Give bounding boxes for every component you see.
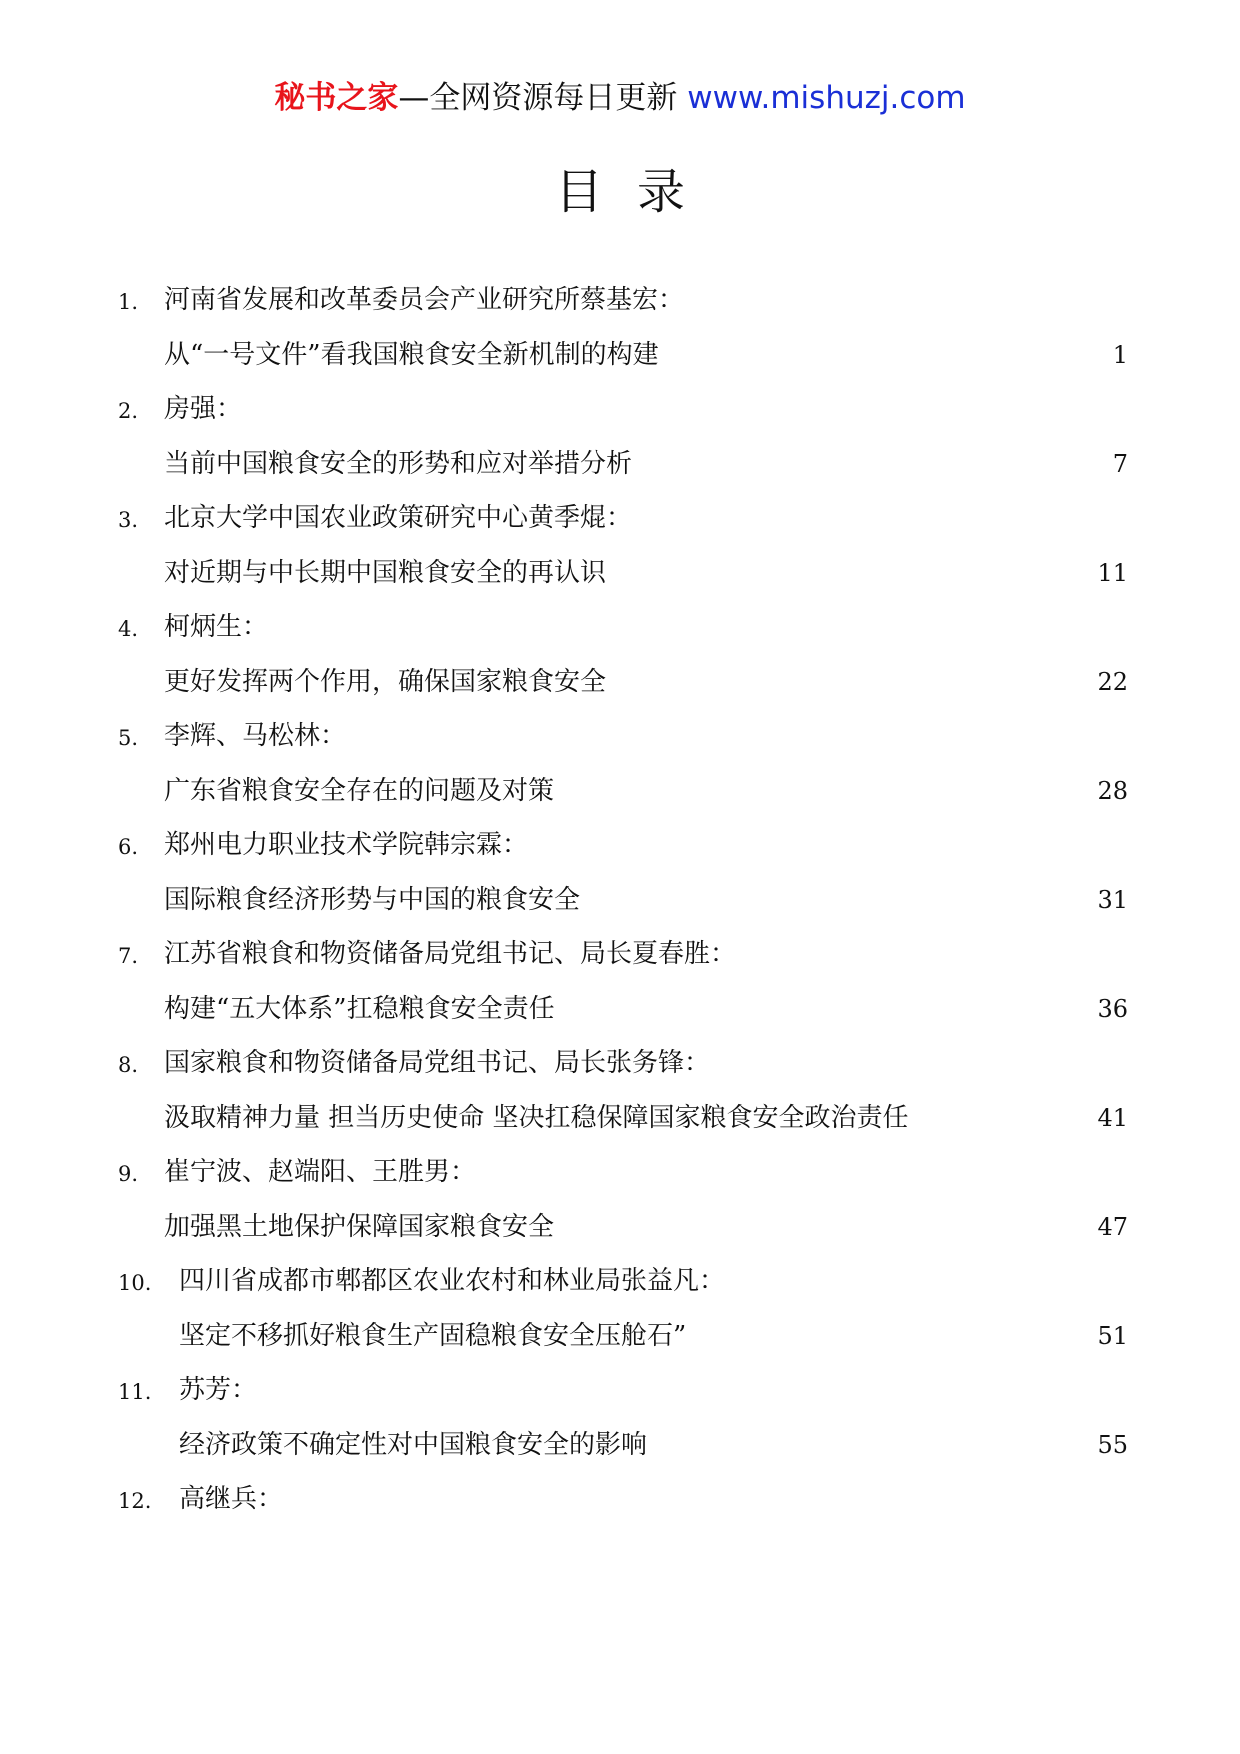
toc-entry-author: 房强： [164, 394, 243, 424]
toc-entry-title: 汲取精神力量 担当历史使命 坚决扛稳保障国家粮食安全政治责任 [164, 1103, 909, 1133]
toc-entry-page: 1 [1112, 341, 1128, 369]
toc-entry-author: 河南省发展和改革委员会产业研究所蔡基宏： [164, 285, 685, 315]
toc-entry-page: 11 [1097, 559, 1128, 587]
toc-entry-number: 5. [118, 726, 139, 750]
toc-entry-page: 22 [1097, 668, 1128, 696]
toc-entry-title: 加强黑土地保护保障国家粮食安全 [164, 1212, 555, 1242]
toc-entry-page: 28 [1097, 777, 1128, 805]
toc-entry-author: 崔宁波、赵端阳、王胜男： [164, 1157, 477, 1187]
toc-entry-page: 7 [1112, 450, 1128, 478]
toc-entry[interactable] [0, 1035, 1240, 1144]
toc-entry-author: 江苏省粮食和物资储备局党组书记、局长夏春胜： [164, 939, 737, 969]
toc-entry[interactable] [0, 272, 1240, 381]
toc-entry-number: 9. [118, 1162, 139, 1186]
toc-entry-page: 47 [1097, 1213, 1128, 1241]
site-brand: 秘书之家 [274, 80, 399, 116]
toc-entry[interactable] [0, 599, 1240, 708]
toc-entry-page: 36 [1097, 995, 1128, 1023]
toc-entry-title: 坚定不移抓好粮食生产固稳粮食安全压舱石” [179, 1321, 687, 1351]
toc-entry-author: 柯炳生： [164, 612, 269, 642]
toc-entry[interactable] [0, 708, 1240, 817]
toc-entry-number: 11. [118, 1380, 152, 1404]
toc-entry-number: 6. [118, 835, 139, 859]
toc-entry-author: 国家粮食和物资储备局党组书记、局长张务锋： [164, 1048, 711, 1078]
toc-entry[interactable] [0, 926, 1240, 1035]
toc-entry-title: 构建“五大体系”扛稳粮食安全责任 [164, 994, 555, 1024]
site-header [0, 78, 1240, 118]
toc-entry-page: 31 [1097, 886, 1128, 914]
toc-entry[interactable] [0, 490, 1240, 599]
table-of-contents [0, 272, 1240, 1580]
toc-entry[interactable] [0, 817, 1240, 926]
toc-entry-page: 51 [1097, 1322, 1128, 1350]
toc-entry-number: 10. [118, 1271, 152, 1295]
toc-entry[interactable] [0, 1144, 1240, 1253]
toc-entry-author: 四川省成都市郫都区农业农村和林业局张益凡： [179, 1266, 726, 1296]
toc-entry-author: 北京大学中国农业政策研究中心黄季焜： [164, 503, 633, 533]
toc-entry-number: 7. [118, 944, 139, 968]
toc-entry-author: 苏芳： [179, 1375, 258, 1405]
site-url-link[interactable]: www.mishuzj.com [687, 80, 966, 116]
toc-entry-page: 55 [1097, 1431, 1128, 1459]
toc-entry-number: 12. [118, 1489, 152, 1513]
toc-entry-title: 国际粮食经济形势与中国的粮食安全 [164, 885, 581, 915]
toc-entry-author: 李辉、马松林： [164, 721, 347, 751]
toc-entry[interactable] [0, 1362, 1240, 1471]
site-slogan: —全网资源每日更新 [398, 80, 678, 116]
toc-entry-title: 从“一号文件”看我国粮食安全新机制的构建 [164, 340, 659, 370]
toc-entry-title: 经济政策不确定性对中国粮食安全的影响 [179, 1430, 648, 1460]
toc-entry-title: 当前中国粮食安全的形势和应对举措分析 [164, 449, 633, 479]
toc-entry-number: 4. [118, 617, 139, 641]
toc-entry-title: 对近期与中长期中国粮食安全的再认识 [164, 558, 607, 588]
toc-entry[interactable] [0, 1471, 1240, 1580]
toc-entry-title: 更好发挥两个作用，确保国家粮食安全 [164, 667, 607, 697]
toc-entry-number: 3. [118, 508, 139, 532]
toc-entry-number: 8. [118, 1053, 139, 1077]
toc-entry-number: 1. [118, 290, 139, 314]
toc-entry-title: 广东省粮食安全存在的问题及对策 [164, 776, 555, 806]
page-title: 目录 [554, 164, 719, 220]
toc-entry-number: 2. [118, 399, 139, 423]
toc-entry-page: 41 [1097, 1104, 1128, 1132]
toc-entry-author: 郑州电力职业技术学院韩宗霖： [164, 830, 529, 860]
toc-entry-author: 高继兵： [179, 1484, 284, 1514]
toc-entry[interactable] [0, 1253, 1240, 1362]
toc-entry[interactable] [0, 381, 1240, 490]
